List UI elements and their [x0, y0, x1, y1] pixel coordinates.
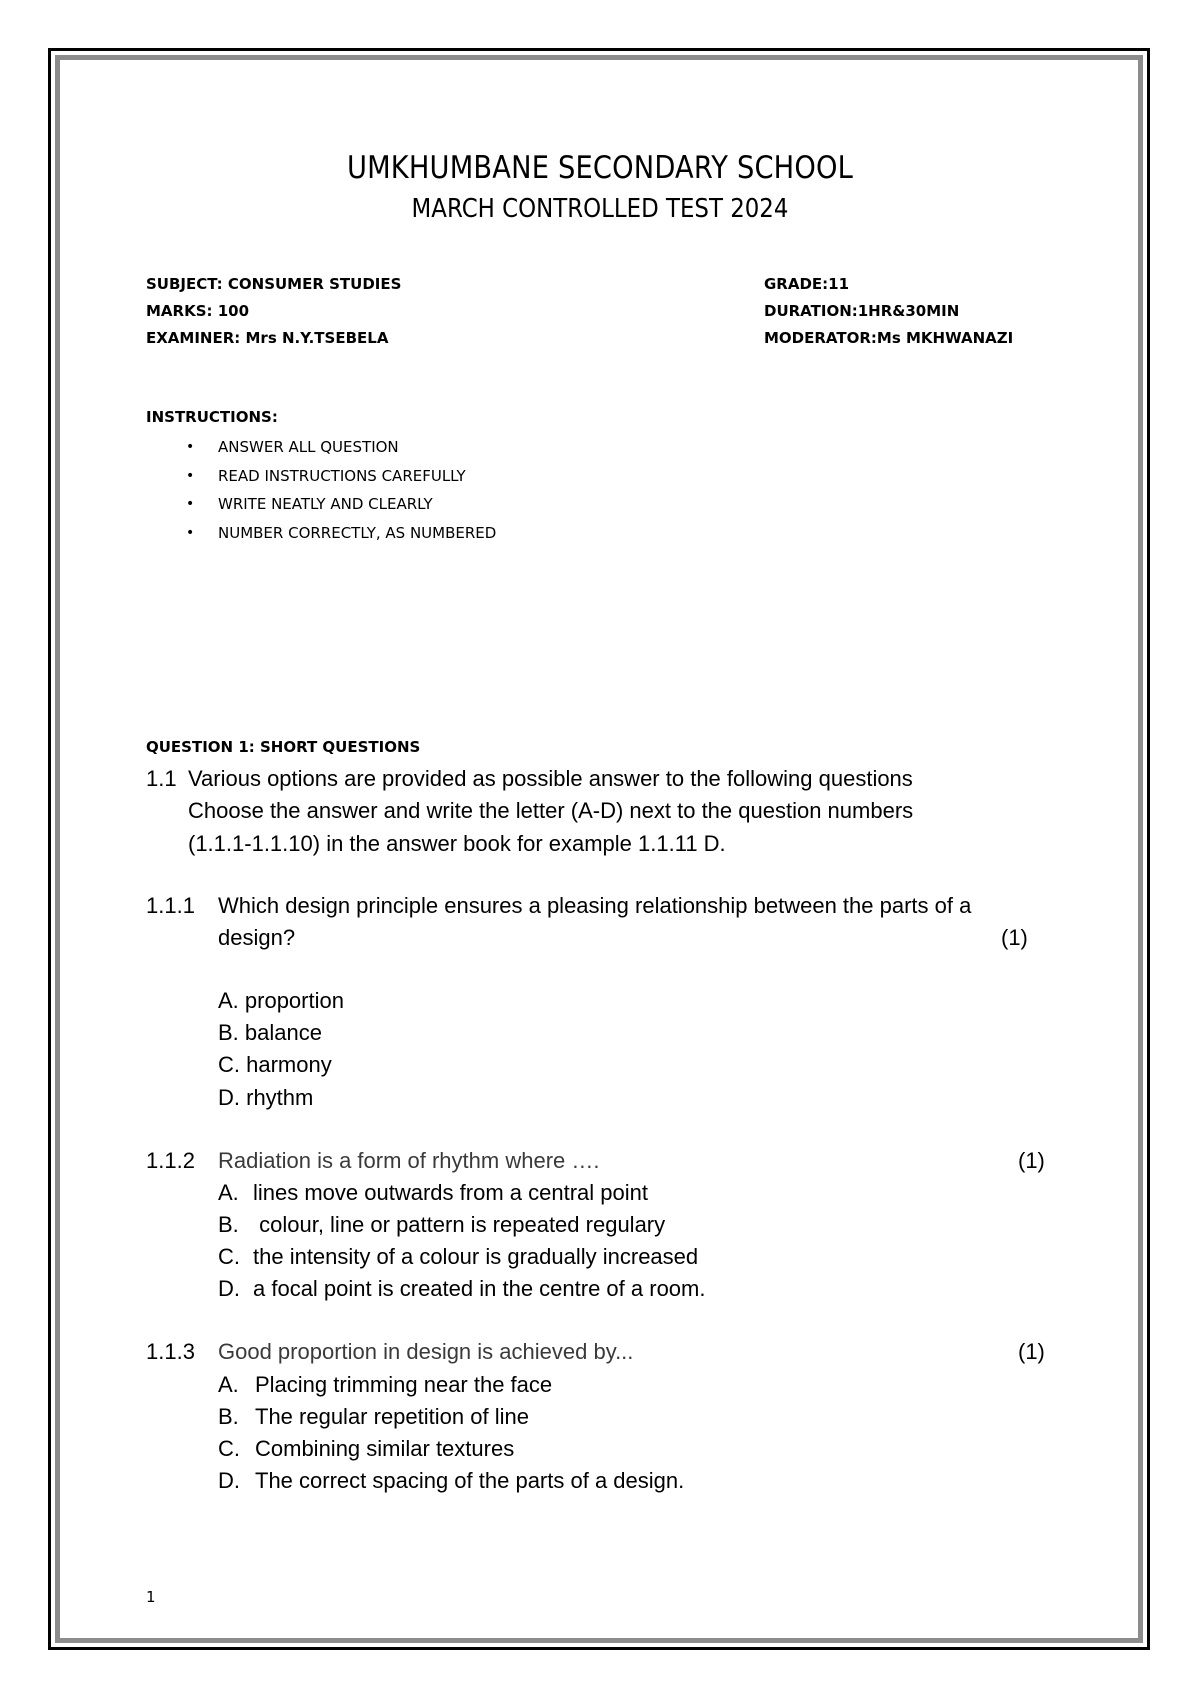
duration-label: DURATION:1HR&30MIN: [764, 302, 960, 320]
q111-option-d: D. rhythm: [218, 1085, 314, 1110]
q113-option-a: Placing trimming near the face: [255, 1372, 553, 1397]
q113-option-d: The correct spacing of the parts of a design.: [255, 1468, 685, 1493]
page-number: 1: [146, 1588, 156, 1606]
school-title: UMKHUMBANE SECONDARY SCHOOL: [346, 150, 854, 186]
moderator-label: MODERATOR:Ms MKHWANAZI: [764, 329, 1014, 347]
instruction-item: • ANSWER ALL QUESTION: [146, 433, 496, 462]
q111-marks: (1): [1001, 925, 1028, 950]
intro-line-2: Choose the answer and write the letter (A-D) next to the question numbers: [188, 798, 914, 823]
intro-line-3: (1.1.1-1.1.10) in the answer book for example 1.1.11 D.: [188, 831, 726, 856]
q112-option-a: lines move outwards from a central point: [253, 1180, 648, 1205]
q112-option-c: the intensity of a colour is gradually increased: [253, 1244, 699, 1269]
bullet-icon: •: [186, 467, 195, 484]
q113-letter-a: A.: [218, 1372, 239, 1397]
q112-marks: (1): [1018, 1148, 1045, 1173]
q112-number: 1.1.2: [146, 1148, 195, 1173]
q112-option-b: colour, line or pattern is repeated regulary: [253, 1212, 666, 1237]
instructions-list: [146, 433, 496, 547]
q111-option-c: C. harmony: [218, 1052, 332, 1077]
q111-option-a: A. proportion: [218, 988, 344, 1013]
q113-letter-b: B.: [218, 1404, 239, 1429]
question1-heading: QUESTION 1: SHORT QUESTIONS: [146, 738, 421, 756]
q111-text-line-1: Which design principle ensures a pleasing relationship between the parts of a: [218, 893, 972, 918]
test-title: MARCH CONTROLLED TEST 2024: [411, 194, 789, 224]
subject-label: SUBJECT: CONSUMER STUDIES: [146, 275, 402, 293]
q111-text-line-2: design?: [218, 925, 296, 950]
q112-letter-a: A.: [218, 1180, 239, 1205]
q112-letter-c: C.: [218, 1244, 240, 1269]
q112-option-d: a focal point is created in the centre of a room.: [253, 1276, 706, 1301]
q111-option-b: B. balance: [218, 1020, 322, 1045]
examiner-label: EXAMINER: Mrs N.Y.TSEBELA: [146, 329, 389, 347]
instructions-heading: INSTRUCTIONS:: [146, 408, 278, 426]
q113-option-b: The regular repetition of line: [255, 1404, 529, 1429]
q111-number: 1.1.1: [146, 893, 195, 918]
bullet-icon: •: [186, 439, 195, 455]
instruction-item: • NUMBER CORRECTLY, AS NUMBERED: [146, 519, 496, 548]
q112-letter-d: D.: [218, 1276, 240, 1301]
q113-text: Good proportion in design is achieved by...: [218, 1339, 634, 1364]
bullet-icon: •: [186, 524, 195, 541]
instruction-item: • READ INSTRUCTIONS CAREFULLY: [146, 462, 496, 491]
q113-option-c: Combining similar textures: [255, 1436, 515, 1461]
q112-letter-b: B.: [218, 1212, 239, 1237]
intro-line-1: Various options are provided as possible answer to the following questions: [188, 766, 913, 791]
grade-label: GRADE:11: [764, 275, 850, 293]
q112-text: Radiation is a form of rhythm where ….: [218, 1148, 600, 1173]
q113-marks: (1): [1018, 1339, 1045, 1364]
q113-number: 1.1.3: [146, 1339, 195, 1364]
marks-label: MARKS: 100: [146, 302, 250, 320]
intro-number: 1.1: [146, 766, 177, 791]
instruction-item: • WRITE NEATLY AND CLEARLY: [146, 490, 496, 519]
bullet-icon: •: [186, 496, 195, 512]
q113-letter-c: C.: [218, 1436, 240, 1461]
q113-letter-d: D.: [218, 1468, 240, 1493]
